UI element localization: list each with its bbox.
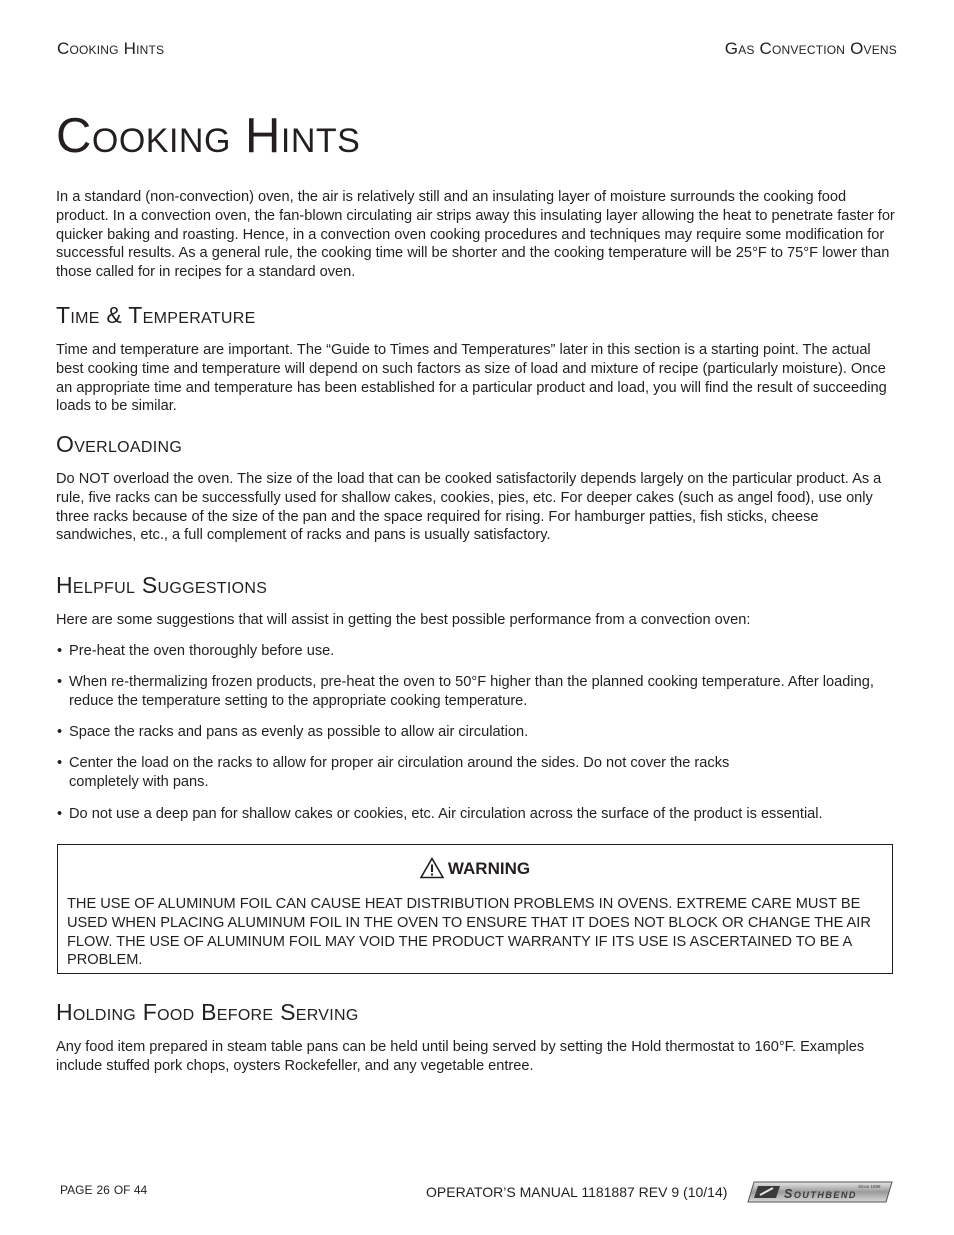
page-number [60, 1183, 147, 1197]
page-title: Cooking Hints [56, 109, 361, 163]
warning-text: THE USE OF ALUMINUM FOIL CAN CAUSE HEAT DISTRIBUTION PROBLEMS IN OVENS. EXTREME CARE MUST BE USED WHEN PLACING ALUMINUM FOIL IN THE OVEN TO ENSURE THAT IT DOES NOT BLOCK OR CHANGE THE AIR FLOW. THE USE OF ALUMINUM FOIL MAY VOID THE PRODUCT WARRANTY IF ITS USE IS ASCERTAINED TO BE A PROBLEM. [67, 896, 871, 969]
overloading-section [56, 433, 897, 545]
svg-text:Southbend: Southbend [784, 1187, 857, 1201]
time-temperature-section [56, 304, 897, 416]
warning-label: WARNING [447, 859, 531, 878]
suggestions-list [56, 642, 897, 824]
list-item: • Do not use a deep pan for shallow cakes or cookies, etc. Air circulation across the surface of the product is essential. [56, 805, 897, 824]
time-temperature-paragraph: Time and temperature are important. The “Guide to Times and Temperatures” later in this section is a starting point. The actual best cooking time and temperature will depend on such factors as size of load and mixture of recipe (particularly moisture). Once an appropriate time and temperature has been established for a particular product and load, you will find the result of succeeding loads to be similar. [56, 342, 887, 415]
helpful-suggestions-section [56, 574, 897, 836]
southbend-logo [746, 1181, 894, 1208]
list-item: • Space the racks and pans as evenly as possible to allow air circulation. [56, 723, 897, 742]
page-label: PAGE [60, 1183, 93, 1197]
list-item: • Center the load on the racks to allow for proper air circulation around the sides. Do not cover the racks completely with pans. [56, 754, 897, 792]
page-total: OF 44 [113, 1183, 148, 1197]
helpful-suggestions-intro: Here are some suggestions that will assist in getting the best possible performance from a convection oven: [56, 612, 751, 628]
running-header-left: Cooking Hints [57, 39, 165, 58]
southbend-logo-mark [746, 1181, 894, 1203]
manual-reference: OPERATOR’S MANUAL 1181887 REV 9 (10/14) [426, 1184, 728, 1200]
holding-food-paragraph: Any food item prepared in steam table pans can be held until being served by setting the Hold thermostat to 160°F. Examples include stuffed pork chops, oysters Rockefeller, and any vegetable entree. [56, 1039, 865, 1074]
holding-food-heading: Holding Food Before Serving [56, 999, 359, 1025]
holding-food-section [56, 1001, 897, 1076]
warning-triangle-icon [420, 857, 444, 879]
overloading-heading: Overloading [56, 431, 183, 457]
intro-section [56, 188, 897, 282]
helpful-suggestions-heading: Helpful Suggestions [56, 572, 268, 598]
overloading-paragraph: Do NOT overload the oven. The size of the load that can be cooked satisfactorily depends largely on the particular product. As a rule, five racks can be successfully used for shallow cakes, cookies, pies, etc. For deeper cakes (such as angel food), use only three racks because of the size of the pan and the space required for rising. For hamburger patties, fish sticks, cheese sandwiches, etc., a full complement of racks and pans is usually satisfactory. [56, 471, 882, 544]
warning-heading [58, 857, 892, 879]
intro-paragraph: In a standard (non-convection) oven, the air is relatively still and an insulating layer of moisture surrounds the cooking food product. In a convection oven, the fan-blown circulating air strips away this insulating layer allowing the heat to penetrate faster for quicker baking and roasting. Hence, in a convection oven cooking procedures and techniques may require some modification for successful results. As a general rule, the cooking time will be shorter and the cooking temperature will be 25°F to 75°F lower than those called for in recipes for a standard oven. [56, 189, 895, 281]
time-temperature-heading: Time & Temperature [56, 302, 256, 328]
page-number-value: 26 [96, 1183, 110, 1197]
warning-box [57, 844, 893, 974]
list-item: • Pre-heat the oven thoroughly before use. [56, 642, 897, 661]
running-header-right: Gas Convection Ovens [724, 39, 897, 58]
list-item: • When re-thermalizing frozen products, pre-heat the oven to 50°F higher than the planned cooking temperature. After loading, reduce the temperature setting to the appropriate cooking temperature. [56, 673, 897, 711]
svg-text:Since 1898: Since 1898 [858, 1184, 881, 1189]
